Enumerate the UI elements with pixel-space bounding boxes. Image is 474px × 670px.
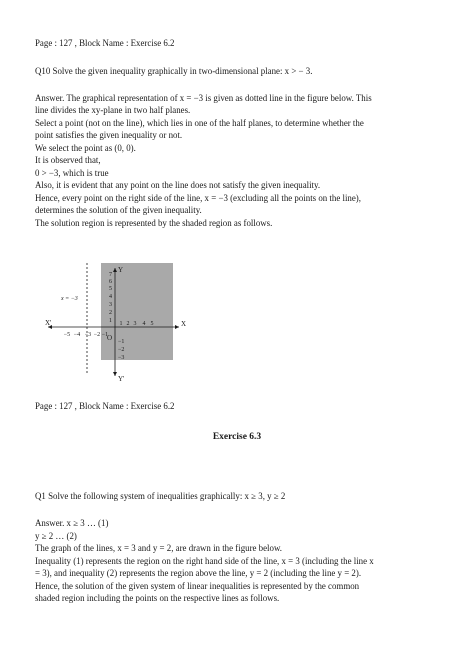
- q1-answer-line: shaded region including the points on the respective lines as follows.: [35, 593, 280, 603]
- y-tick-label: 4: [109, 294, 112, 300]
- q10-answer-line: Also, it is evident that any point on the line does not satisfy the given inequality.: [35, 180, 321, 190]
- x-tick-label: −1: [101, 332, 109, 338]
- q10-answer-line: It is observed that,: [35, 155, 101, 165]
- y-tick-label: 2: [109, 310, 112, 316]
- q1-answer-line: = 3), and inequality (2) represents the region above the line, y = 2 (including the line y = 2).: [35, 568, 362, 578]
- y-axis-label: Y: [118, 266, 124, 274]
- inequality-graph-figure: [40, 263, 195, 385]
- x-tick-label: 3: [133, 321, 137, 327]
- q10-answer-line: 0 > −3, which is true: [35, 168, 109, 178]
- q10-answer-line: Answer. The graphical representation of x = −3 is given as dotted line in the figure below. This: [35, 93, 372, 103]
- q1-answer-line: Inequality (1) represents the region on the right hand side of the line, x = 3 (including the line x: [35, 556, 374, 566]
- y-tick-label: −2: [118, 347, 125, 353]
- q1-answer-line: The graph of the lines, x = 3 and y = 2, are drawn in the figure below.: [35, 543, 283, 553]
- x-tick-label: −3: [84, 332, 92, 338]
- q10-answer-line: Select a point (not on the line), which lies in one of the half planes, to determine whether the: [35, 118, 364, 128]
- x-tick-label: −2: [93, 332, 101, 338]
- q1-answer-line: y ≥ 2 … (2): [35, 531, 77, 541]
- y-tick-label: 1: [109, 318, 112, 324]
- q1-answer-line: Answer. x ≥ 3 … (1): [35, 518, 109, 528]
- y-neg-axis-arrow: [113, 372, 117, 376]
- x-axis-label: X: [181, 320, 187, 328]
- x-tick-label: −4: [73, 332, 81, 338]
- q1-answer-line: Hence, the solution of the given system of linear inequalities is represented by the common: [35, 581, 360, 591]
- q1-question: Q1 Solve the following system of inequalities graphically: x ≥ 3, y ≥ 2: [35, 491, 286, 501]
- y-tick-label: −1: [118, 339, 125, 345]
- y-neg-axis-label: Y': [118, 375, 125, 383]
- x-axis-arrow: [175, 325, 179, 329]
- x-tick-label: −5: [63, 332, 71, 338]
- boundary-line-label: x = −3: [61, 296, 78, 302]
- origin-label: O: [107, 334, 113, 342]
- q10-answer-line: We select the point as (0, 0).: [35, 143, 136, 153]
- page-header-bottom: Page : 127 , Block Name : Exercise 6.2: [35, 401, 175, 411]
- x-tick-label: 5: [150, 321, 154, 327]
- y-tick-label: 7: [109, 272, 112, 278]
- x-neg-axis-label: X': [45, 319, 52, 327]
- q10-answer-line: Hence, every point on the right side of the line, x = −3 (excluding all the points on the line),: [35, 193, 361, 203]
- page-header-top: Page : 127 , Block Name : Exercise 6.2: [35, 38, 175, 48]
- exercise-heading: Exercise 6.3: [212, 432, 262, 442]
- q10-answer-line: determines the solution of the given inequality.: [35, 205, 202, 215]
- q10-answer-line: line divides the xy-plane in two half planes.: [35, 105, 191, 115]
- x-tick-label: 4: [142, 321, 146, 327]
- y-tick-label: −3: [118, 355, 125, 361]
- x-tick-label: 1: [119, 321, 123, 327]
- y-tick-label: 3: [109, 302, 112, 308]
- q10-question: Q10 Solve the given inequality graphically in two-dimensional plane: x > − 3.: [35, 66, 313, 76]
- x-tick-label: 2: [126, 321, 130, 327]
- q10-answer-line: point satisfies the given inequality or not.: [35, 130, 183, 140]
- inequality-graph: [40, 263, 195, 385]
- y-tick-label: 6: [109, 279, 112, 285]
- y-tick-label: 5: [109, 286, 112, 292]
- q10-answer-line: The solution region is represented by the shaded region as follows.: [35, 218, 273, 228]
